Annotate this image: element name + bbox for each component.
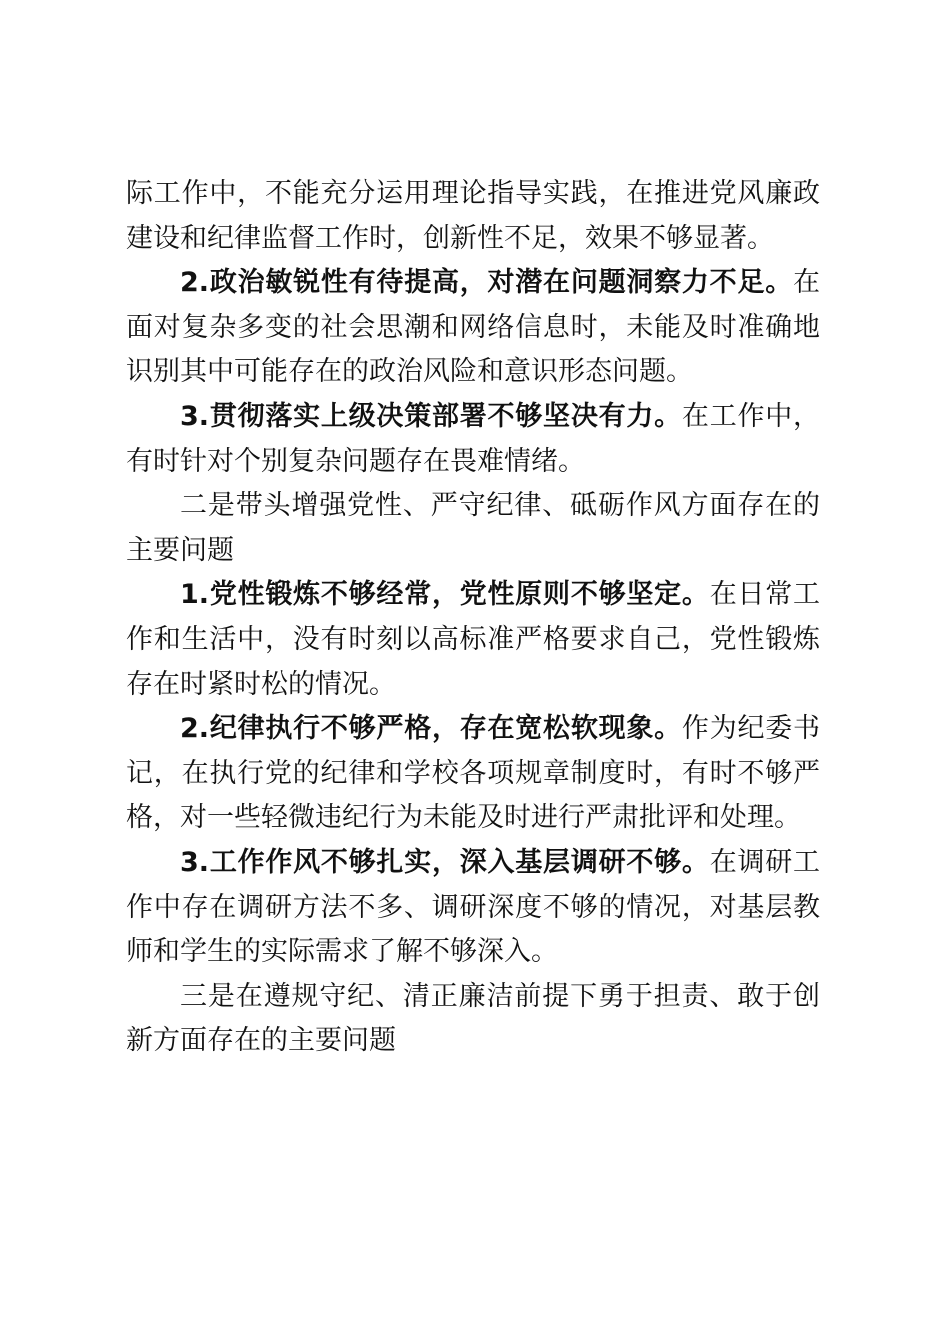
paragraph-text: 际工作中，不能充分运用理论指导实践，在推进党风廉政建设和纪律监督工作时，创新性不足，效果不够显著。 [126,178,820,254]
paragraph-text: 在面对复杂多变的社会思潮和网络信息时，未能及时准确地识别其中可能存在的政治风险和意识形态问题。 [126,267,820,388]
paragraph-continuation [126,172,820,261]
paragraph-heading: 3.工作作风不够扎实，深入基层调研不够。 [180,846,710,878]
section-heading-three [126,975,820,1064]
section-heading-two [126,484,820,573]
paragraph-political-sensitivity [126,261,820,395]
paragraph-heading: 2.纪律执行不够严格，存在宽松软现象。 [180,713,682,745]
paragraph-heading: 1.党性锻炼不够经常，党性原则不够坚定。 [180,579,710,611]
paragraph-party-spirit [126,573,820,707]
document-page [126,172,820,1064]
paragraph-text: 在调研工作中存在调研方法不多、调研深度不够的情况，对基层教师和学生的实际需求了解不够深入。 [126,846,820,968]
paragraph-implementation [126,395,820,484]
section-heading-text: 三是在遵规守纪、清正廉洁前提下勇于担责、敢于创新方面存在的主要问题 [126,980,820,1057]
paragraph-text: 作为纪委书记，在执行党的纪律和学校各项规章制度时，有时不够严格，对一些轻微违纪行为未能及时进行严肃批评和处理。 [126,713,821,834]
paragraph-discipline [126,707,820,841]
paragraph-heading: 3.贯彻落实上级决策部署不够坚决有力。 [180,400,682,432]
paragraph-text: 在工作中，有时针对个别复杂问题存在畏难情绪。 [126,400,821,477]
section-heading-text: 二是带头增强党性、严守纪律、砥砺作风方面存在的主要问题 [126,490,820,566]
paragraph-heading: 2.政治敏锐性有待提高，对潜在问题洞察力不足。 [180,267,793,299]
paragraph-text: 在日常工作和生活中，没有时刻以高标准严格要求自己，党性锻炼存在时紧时松的情况。 [126,579,820,700]
paragraph-work-style [126,841,820,975]
